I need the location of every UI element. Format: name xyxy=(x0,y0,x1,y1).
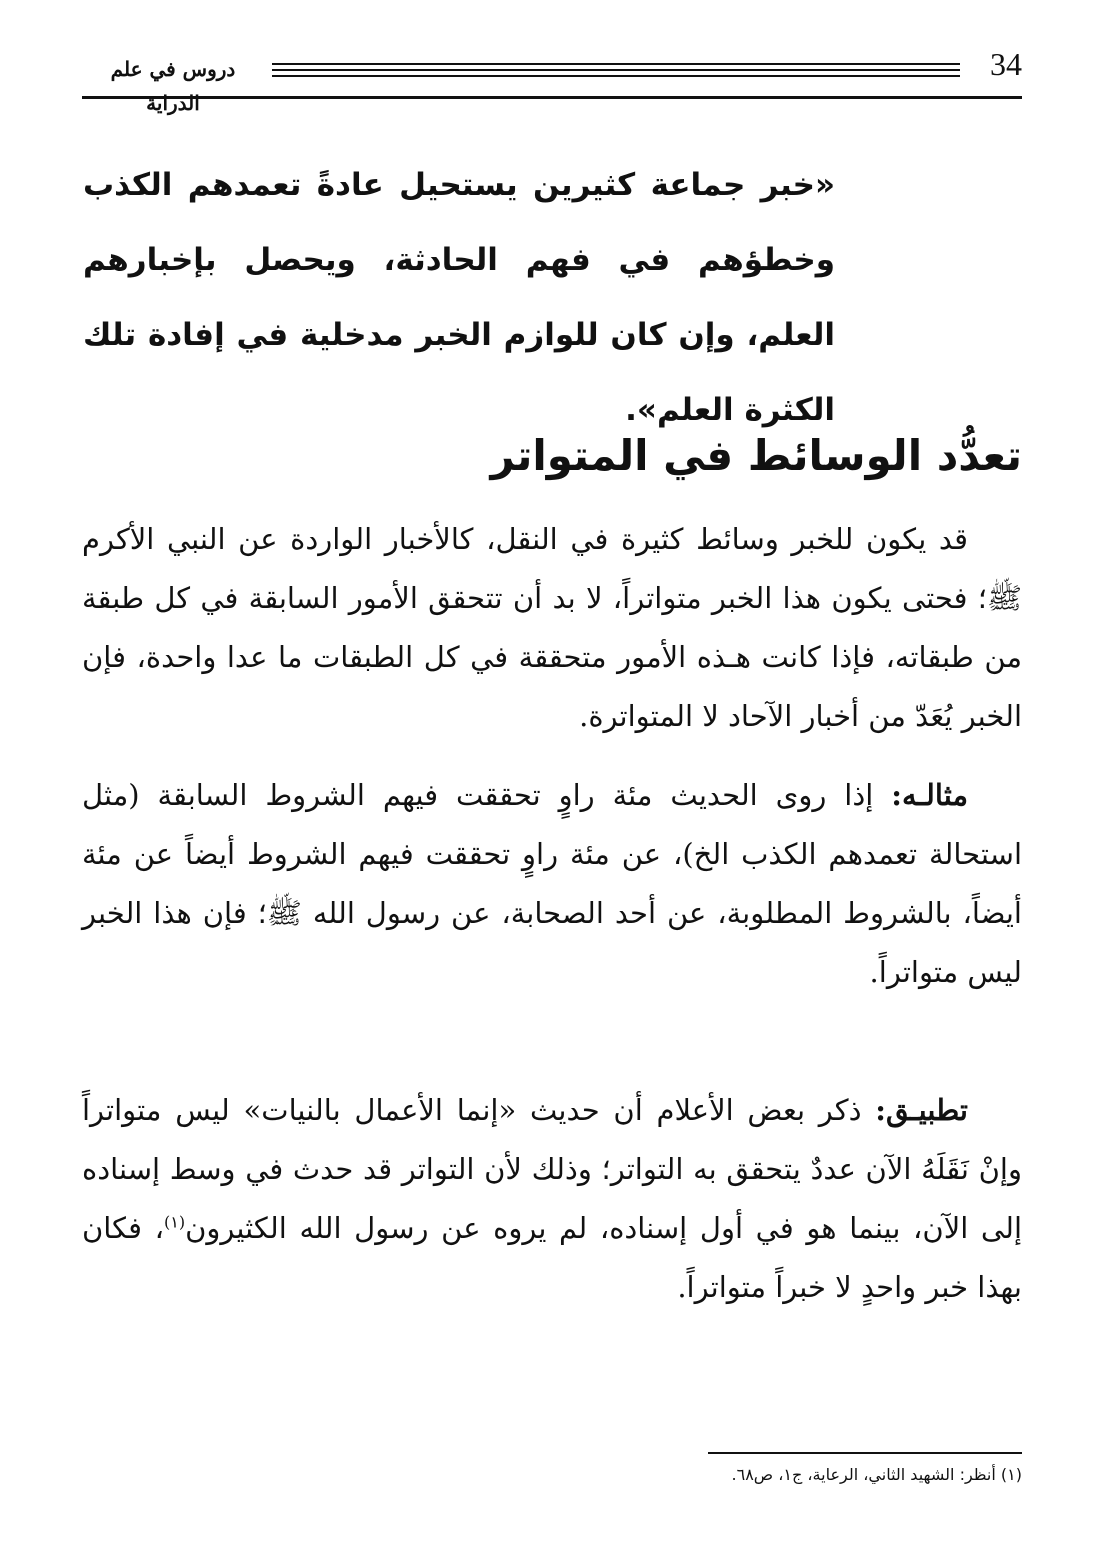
page-header xyxy=(82,40,1022,115)
quoted-definition: «خبر جماعة كثيرين يستحيل عادةً تعمدهم الكذب وخطؤهم في فهم الحادثة، ويحصل بإخبارهم العلم، وإن كان للوازم الخبر مدخلية في إفادة تلك الكثرة العلم». xyxy=(83,167,835,428)
footnote-divider xyxy=(708,1452,1022,1454)
intro-text: قد يكون للخبر وسائط كثيرة في النقل، كالأخبار الواردة عن النبي الأكرم ﷺ؛ فحتى يكون هذا الخبر متواتراً، لا بد أن تتحقق الأمور السابقة في كل طبقة من طبقاته، فإذا كانت هـذه الأمور متحققة في كل الطبقات ما عدا واحدة، فإن الخبر يُعَدّ من أخبار الآحاد لا المتواترة. xyxy=(82,522,1022,733)
book-title: دروس في علم الدراية xyxy=(110,57,236,115)
footnote: (١) أنظر: الشهيد الثاني، الرعاية، ج١، ص٦٨. xyxy=(731,1465,1022,1484)
example-paragraph xyxy=(82,766,1022,1002)
application-body-start: ذكر بعض الأعلام أن حديث «إنما الأعمال بالنيات» ليس متواتراً وإنْ نَقَلَهُ الآن عددٌ يتحقق به التواتر؛ وذلك لأن التواتر قد حدث في وسط إسناده إلى الآن، بينما هو في أول إسناده، لم يروه عن رسول الله الكثيرون xyxy=(82,1093,1023,1245)
intro-paragraph xyxy=(82,510,1022,746)
application-body-end: ، فكان بهذا خبر واحدٍ لا خبراً متواتراً. xyxy=(82,1211,1022,1304)
application-paragraph xyxy=(82,1081,1022,1317)
example-label: مثالـه: xyxy=(891,778,968,812)
application-label: تطبيـق: xyxy=(875,1093,968,1127)
page-number: 34 xyxy=(990,46,1022,82)
header-rule xyxy=(272,63,960,77)
example-text xyxy=(82,766,1022,1002)
footnote-reference: (١) xyxy=(164,1212,186,1232)
example-body: إذا روى الحديث مئة راوٍ تحققت فيهم الشروط السابقة (مثل استحالة تعمدهم الكذب الخ)، عن مئة راوٍ تحققت فيهم الشروط أيضاً عن مئة أيضاً، بالشروط المطلوبة، عن أحد الصحابة، عن رسول الله ﷺ؛ فإن هذا الخبر ليس متواتراً. xyxy=(82,778,1022,989)
application-text xyxy=(82,1081,1022,1317)
header-divider xyxy=(82,96,1022,99)
section-title: تعدُّد الوسائط في المتواتر xyxy=(490,431,1022,480)
